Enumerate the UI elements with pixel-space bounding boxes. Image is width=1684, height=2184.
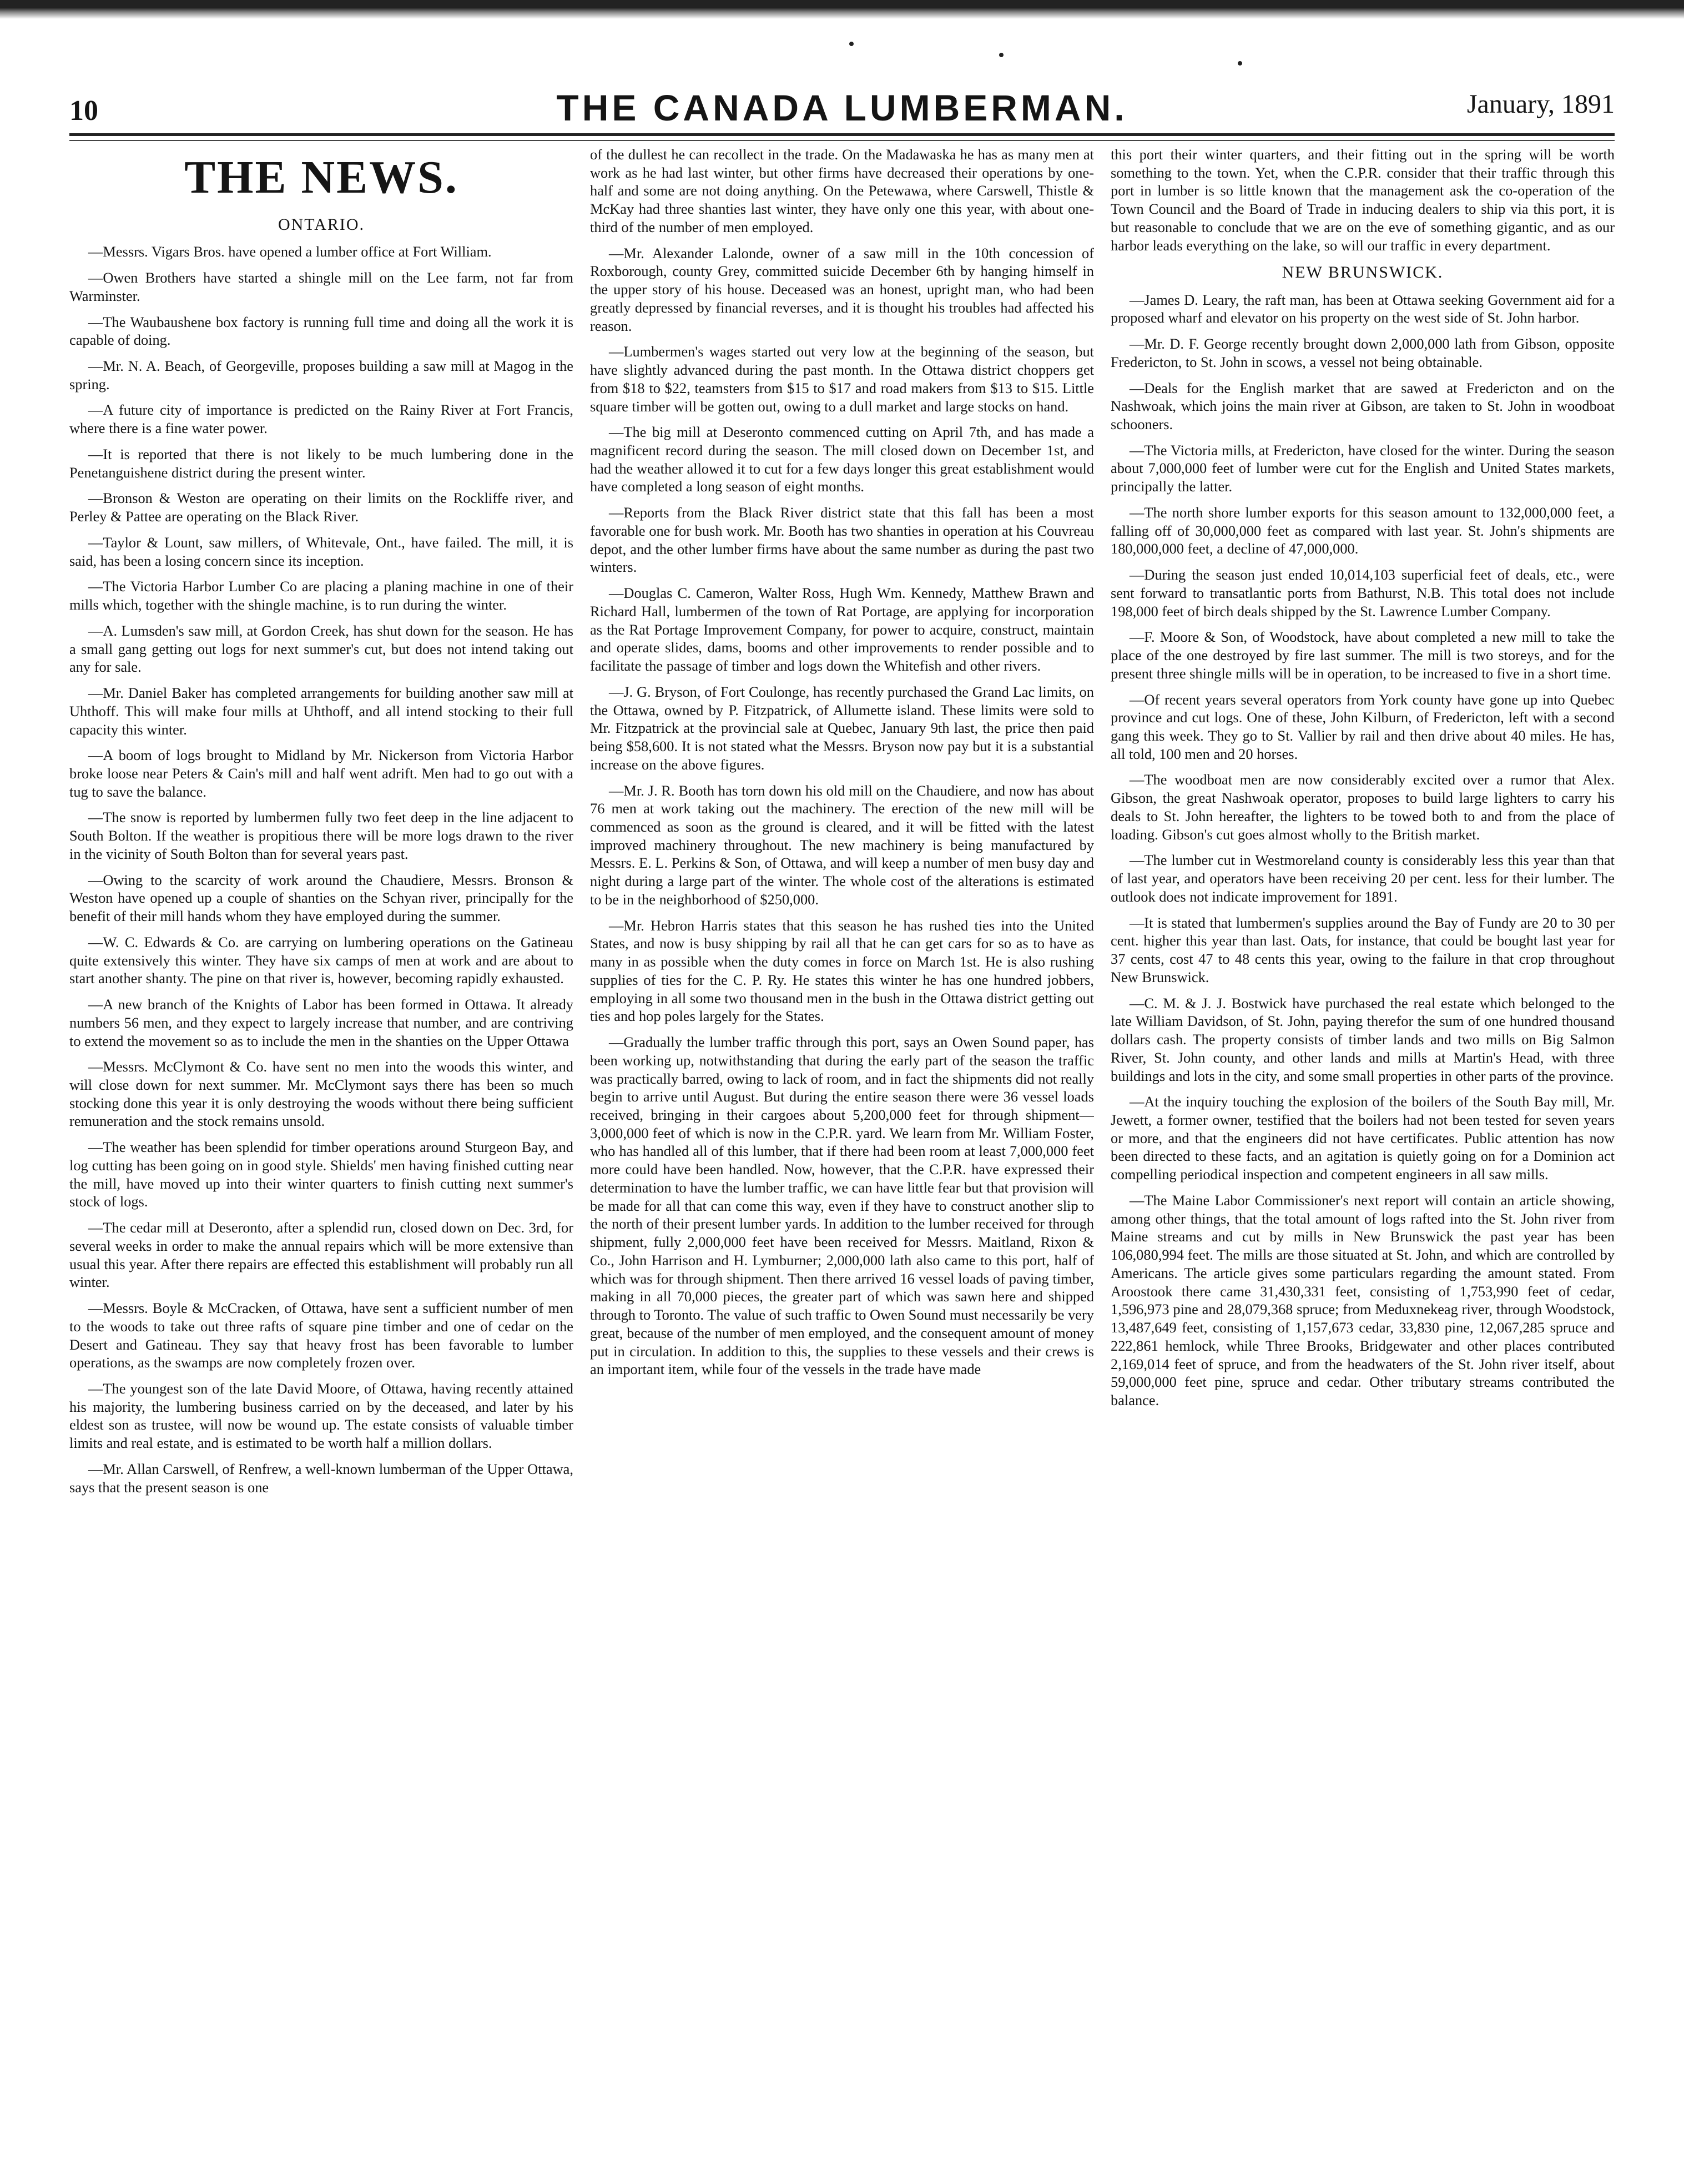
news-item: —Lumbermen's wages started out very low at the beginning of the season, but have slightly advanced during the past month. In the Ottawa district choppers get from $18 to $22, teamsters from $15 to $17 and road makers from $13 to $15. Little square timber will be gotten out, owing to a dull market and large stocks on hand. (590, 343, 1094, 415)
scan-edge-shadow (0, 0, 1684, 19)
news-item: —W. C. Edwards & Co. are carrying on lumbering operations on the Gatineau quite extensively this winter. They have six camps of men at work and are about to start another shanty. The pine on that river is, however, becoming rapidly exhausted. (69, 933, 573, 987)
news-item: of the dullest he can recollect in the trade. On the Madawaska he has as many men at work as he had last winter, but other firms have decreased their operations by one-half and some are not doing anything. On the Petewawa, where Carswell, Thistle & McKay had three shanties last winter, they have only one this year, with about one-third of the number of men employed. (590, 146, 1094, 235)
news-item: —A new branch of the Knights of Labor has been formed in Ottawa. It already numbers 56 men, and they expect to largely increase that number, and are contriving to extend the movement so as to include the men in the shanties on the Upper Ottawa (69, 996, 573, 1049)
column-2 (590, 145, 1094, 2150)
news-item: —The Victoria mills, at Fredericton, have closed for the winter. During the season about 7,000,000 feet of lumber were cut for the English and United States markets, principally the latter. (1111, 441, 1615, 495)
news-item: —Messrs. Vigars Bros. have opened a lumber office at Fort William. (88, 243, 492, 260)
issue-date: January, 1891 (1466, 89, 1615, 119)
news-item: —Deals for the English market that are sawed at Fredericton and on the Nashwoak, which joins the main river at Gibson, are taken to St. John in woodboat schooners. (1111, 379, 1615, 432)
news-item: —The north shore lumber exports for this season amount to 132,000,000 feet, a falling off of 30,000,000 feet as compared with last year. St. John's shipments are 180,000,000 feet, a decline of 47,000,000. (1111, 504, 1615, 557)
news-item: —The big mill at Deseronto commenced cutting on April 7th, and has made a magnificent record during the season. The mill closed down on December 1st, and had the weather allowed it to cut for a few days longer this great establishment would have completed a long season of eight months. (590, 424, 1094, 495)
news-item: —A future city of importance is predicted on the Rainy River at Fort Francis, where there is a fine water power. (69, 401, 573, 437)
newspaper-title: THE CANADA LUMBERMAN. (556, 87, 1128, 128)
news-item: —Taylor & Lount, saw millers, of Whitevale, Ont., have failed. The mill, it is said, has been a losing concern since its inception. (69, 534, 573, 569)
news-item: —F. Moore & Son, of Woodstock, have about completed a new mill to take the place of the one destroyed by fire last summer. The mill is two storeys, and for the present three shingle mills will be in operation, to be increased to five in a short time. (1111, 628, 1615, 682)
news-item: —It is stated that lumbermen's supplies around the Bay of Fundy are 20 to 30 per cent. higher this year than last. Oats, for instance, that could be bought last year for 37 cents, cost 47 to 48 cents this year, owing to the failure in that crop throughout New Brunswick. (1111, 914, 1615, 985)
news-item: —The cedar mill at Deseronto, after a splendid run, closed down on Dec. 3rd, for several weeks in order to make the annual repairs which will be more extensive than usual this year. After there repairs are effected this establishment will probably run all winter. (69, 1219, 573, 1291)
news-item: —The youngest son of the late David Moore, of Ottawa, having recently attained his majority, the lumbering business carried on by the deceased, and later by his eldest son as trustee, will now be wound up. The estate consists of valuable timber limits and real estate, and is estimated to be worth half a million dollars. (69, 1380, 573, 1452)
news-item: —Mr. D. F. George recently brought down 2,000,000 lath from Gibson, opposite Fredericton, to St. John in scows, a vessel not being obtainable. (1111, 335, 1615, 370)
news-item: —The snow is reported by lumbermen fully two feet deep in the line adjacent to South Bolton. If the weather is propitious there will be more logs drawn to the river in the vicinity of South Bolton than for several years past. (69, 809, 573, 862)
news-item: —Douglas C. Cameron, Walter Ross, Hugh Wm. Kennedy, Matthew Brawn and Richard Hall, lumbermen of the town of Rat Portage, are applying for incorporation as the Rat Portage Improvement Company, for power to acquire, construct, maintain and operate slides, dams, booms and other improvements to render possible and to facilitate the passage of timber and logs down the Whitefish and other rivers. (590, 585, 1094, 675)
news-item: —Owing to the scarcity of work around the Chaudiere, Messrs. Bronson & Weston have opened up a couple of shanties on the Schyan river, principally for the benefit of their mill hands whom they have employed during the summer. (69, 871, 573, 925)
column-3 (1111, 145, 1615, 2150)
news-item: —C. M. & J. J. Bostwick have purchased the real estate which belonged to the late William Davidson, of St. John, paying therefor the sum of one hundred thousand dollars cash. The property consists of timber lands and two mills on Big Salmon River, St. John county, and other lands and mills at Martin's Head, with three buildings and lots in the city, and some small properties in other parts of the province. (1111, 994, 1615, 1084)
section-heading: NEW BRUNSWICK. (1282, 263, 1444, 282)
news-item: —J. G. Bryson, of Fort Coulonge, has recently purchased the Grand Lac limits, on the Ottawa, owned by P. Fitzpatrick, of Allumette island. These limits were sold to Mr. Fitzpatrick at the provincial sale at Quebec, January 9th last, the price then paid being $58,600. It is not stated what the Messrs. Bryson now pay but it is a substantial increase on the above figures. (590, 683, 1094, 773)
section-heading: ONTARIO. (278, 215, 365, 234)
page-number: 10 (69, 95, 98, 127)
news-item: —James D. Leary, the raft man, has been at Ottawa seeking Government aid for a proposed wharf and elevator on his property on the west side of St. John harbor. (1111, 291, 1615, 326)
news-item: —The lumber cut in Westmoreland county is considerably less this year than that of last year, and operators have been receiving 20 per cent. less for their lumber. The outlook does not indicate improvement for 1891. (1111, 852, 1615, 905)
news-item: —The woodboat men are now considerably excited over a rumor that Alex. Gibson, the great Nashwoak operator, proposes to build large lighters to carry his deals to St. John hereafter, the lighters to be towed both to and from the place of loading. Gibson's cut goes almost wholly to the British market. (1111, 771, 1615, 843)
news-item: —The Maine Labor Commissioner's next report will contain an article showing, among other things, that the total amount of logs rafted into the St. John river from Maine streams and cut by mills in New Brunswick the past year has been 106,080,994 feet. The mills are those situated at St. John, and which are controlled by Americans. The article gives some particulars regarding the amount stated. From Aroostook there came 31,430,331 feet, consisting of 1,753,990 feet of cedar, 1,596,973 pine and 28,079,368 spruce; from Meduxnekeag river, through Woodstock, 13,487,649 feet, consisting of 1,157,673 cedar, 33,830 pine, 12,067,285 spruce and 222,861 hemlock, while Three Brooks, Bridgewater and other places contributed 2,169,014 feet of spruce, and from the headwaters of the St. John river itself, about 59,000,000 feet pine, spruce and cedar. Other tributary streams contributed the balance. (1111, 1191, 1615, 1408)
scan-speck (1238, 61, 1242, 66)
masthead (69, 83, 1615, 136)
masthead-rule (69, 140, 1615, 141)
news-headline: THE NEWS. (184, 152, 458, 203)
scan-speck (999, 53, 1004, 57)
news-item: —Mr. Hebron Harris states that this season he has rushed ties into the United States, and now is busy shipping by rail all that he can get cars for so as to have as many in as possible when the duty comes in force on March 1st. He is also rushing supplies of ties for the C. P. Ry. He states this winter he has one hundred jobbers, employing in all some two thousand men in the bush in the Ottawa district getting out ties and hop poles largely for the States. (590, 917, 1094, 1025)
news-item: —Mr. J. R. Booth has torn down his old mill on the Chaudiere, and now has about 76 men at work taking out the machinery. The erection of the new mill will be commenced as soon as the ground is cleared, and it will be fitted with the latest improved machinery throughout. The new machinery is being manufactured by Messrs. E. L. Perkins & Son, of Ottawa, and will keep a number of men busy day and night during a large part of the winter. The whole cost of the alterations is estimated to be in the neighborhood of $250,000. (590, 782, 1094, 908)
news-item: —A boom of logs brought to Midland by Mr. Nickerson from Victoria Harbor broke loose near Peters & Cain's mill and half went adrift. Men had to go out with a tug to save the balance. (69, 747, 573, 800)
news-item: —The Victoria Harbor Lumber Co are placing a planing machine in one of their mills which, together with the shingle machine, is to run during the winter. (69, 578, 573, 613)
news-item: —Mr. Daniel Baker has completed arrangements for building another saw mill at Uhthoff. This will make four mills at Uhthoff, and all intend stocking to their full capacity this winter. (69, 685, 573, 738)
news-item: —At the inquiry touching the explosion of the boilers of the South Bay mill, Mr. Jewett, a former owner, testified that the boilers had not been tested for seven years or more, and that the engineers did not have certificates. Public attention has now been directed to these facts, and an agitation is quietly going on for a Dominion act compelling periodical inspection and competent engineers in all saw mills. (1111, 1093, 1615, 1183)
news-item: —Messrs. McClymont & Co. have sent no men into the woods this winter, and will close down for next summer. Mr. McClymont says there has been so much stocking done this year it is only destroying the woods without there being sufficient remuneration and the stock remains unsold. (69, 1058, 573, 1130)
news-item: —Bronson & Weston are operating on their limits on the Rockliffe river, and Perley & Pattee are operating on the Black River. (69, 490, 573, 525)
news-item: this port their winter quarters, and their fitting out in the spring will be worth something to the town. Yet, when the C.P.R. consider that their traffic through this port in lumber is so little known that the management ask the co-operation of the Town Council and the Board of Trade in inducing dealers to ship via this port, it is but reasonable to conclude that we are on the eve of something gigantic, and as our harbor leads everything on the lake, so will our traffic in every department. (1111, 146, 1615, 254)
news-item: —Reports from the Black River district state that this fall has been a most favorable one for bush work. Mr. Booth has two shanties in operation at his Couvreau depot, and the other lumber firms have about the same number as during the past two winters. (590, 504, 1094, 576)
news-item: —Gradually the lumber traffic through this port, says an Owen Sound paper, has been working up, notwithstanding that during the early part of the season the traffic was practically barred, owing to lack of room, and in fact the shipments did not really begin to arrive until August. But during the entire season there were 36 vessel loads received, bringing in their cargoes about 5,200,000 feet for through shipment—3,000,000 feet of which is now in the C.P.R. yard. We learn from Mr. William Foster, who has handled all of this lumber, that if there had been room at least 7,000,000 feet more could have been handled. Now, however, that the C.P.R. have expressed their determination to have the lumber traffic, we can have little fear but that provision will be made for all that can come this way, even if they have to construct another slip to the north of their present lumber yards. In addition to the lumber received for through shipment, fully 2,000,000 feet have been received for Messrs. Maitland, Rixon & Co., John Harrison and H. Lymburner; 2,000,000 lath also came to this port, half of which was for through shipment. Then there arrived 16 vessel loads of paving timber, making in all 70,000 pieces, the greater part of which was sawn here and shipped through to Toronto. The value of such traffic to Owen Sound must necessarily be very great, because of the number of men employed, and the consequent amount of money put in circulation. In addition to this, the supplies to these vessels and their crews is an important item, while four of the vessels in the trade have made (590, 1034, 1094, 1378)
article-columns (69, 145, 1615, 2150)
news-item: —Owen Brothers have started a shingle mill on the Lee farm, not far from Warminster. (69, 269, 573, 304)
scan-speck (849, 42, 854, 46)
news-item: —During the season just ended 10,014,103 superficial feet of deals, etc., were sent forward to transatlantic ports from Bathurst, N.B. This total does not include 198,000 feet of birch deals shipped by the St. Lawrence Lumber Company. (1111, 566, 1615, 620)
news-item: —Mr. N. A. Beach, of Georgeville, proposes building a saw mill at Magog in the spring. (69, 358, 573, 392)
news-item: —Of recent years several operators from York county have gone up into Quebec province and cut logs. One of these, John Kilburn, of Fredericton, left with a second gang this week. They go to St. Vallier by rail and then drive about 40 miles. He has, all told, 100 men and 20 horses. (1111, 691, 1615, 762)
news-item: —Mr. Alexander Lalonde, owner of a saw mill in the 10th concession of Roxborough, county Grey, committed suicide December 6th by hanging himself in the upper story of his house. Deceased was an honest, upright man, who had been greatly depressed by financial reverses, and it is thought his troubles had affected his reason. (590, 244, 1094, 334)
news-item: —A. Lumsden's saw mill, at Gordon Creek, has shut down for the season. He has a small gang getting out logs for next summer's cut, but does not intend taking out any for sale. (69, 622, 573, 676)
news-item: —It is reported that there is not likely to be much lumbering done in the Penetanguishene district during the present winter. (69, 445, 573, 481)
news-item: —Messrs. Boyle & McCracken, of Ottawa, have sent a sufficient number of men to the woods to take out three rafts of square pine timber and one of cedar on the Desert and Gatineau. They say that heavy frost has been favorable to lumber operations, as the swamps are now completely frozen over. (69, 1300, 573, 1371)
news-item: —The weather has been splendid for timber operations around Sturgeon Bay, and log cutting has been going on in good style. Shields' men having finished cutting near the mill, have moved up into their winter quarters to finish cutting next summer's stock of logs. (69, 1139, 573, 1210)
news-item: —The Waubaushene box factory is running full time and doing all the work it is capable of doing. (69, 313, 573, 349)
column-1 (69, 145, 573, 2150)
news-item: —Mr. Allan Carswell, of Renfrew, a well-known lumberman of the Upper Ottawa, says that the present season is one (69, 1460, 573, 1496)
